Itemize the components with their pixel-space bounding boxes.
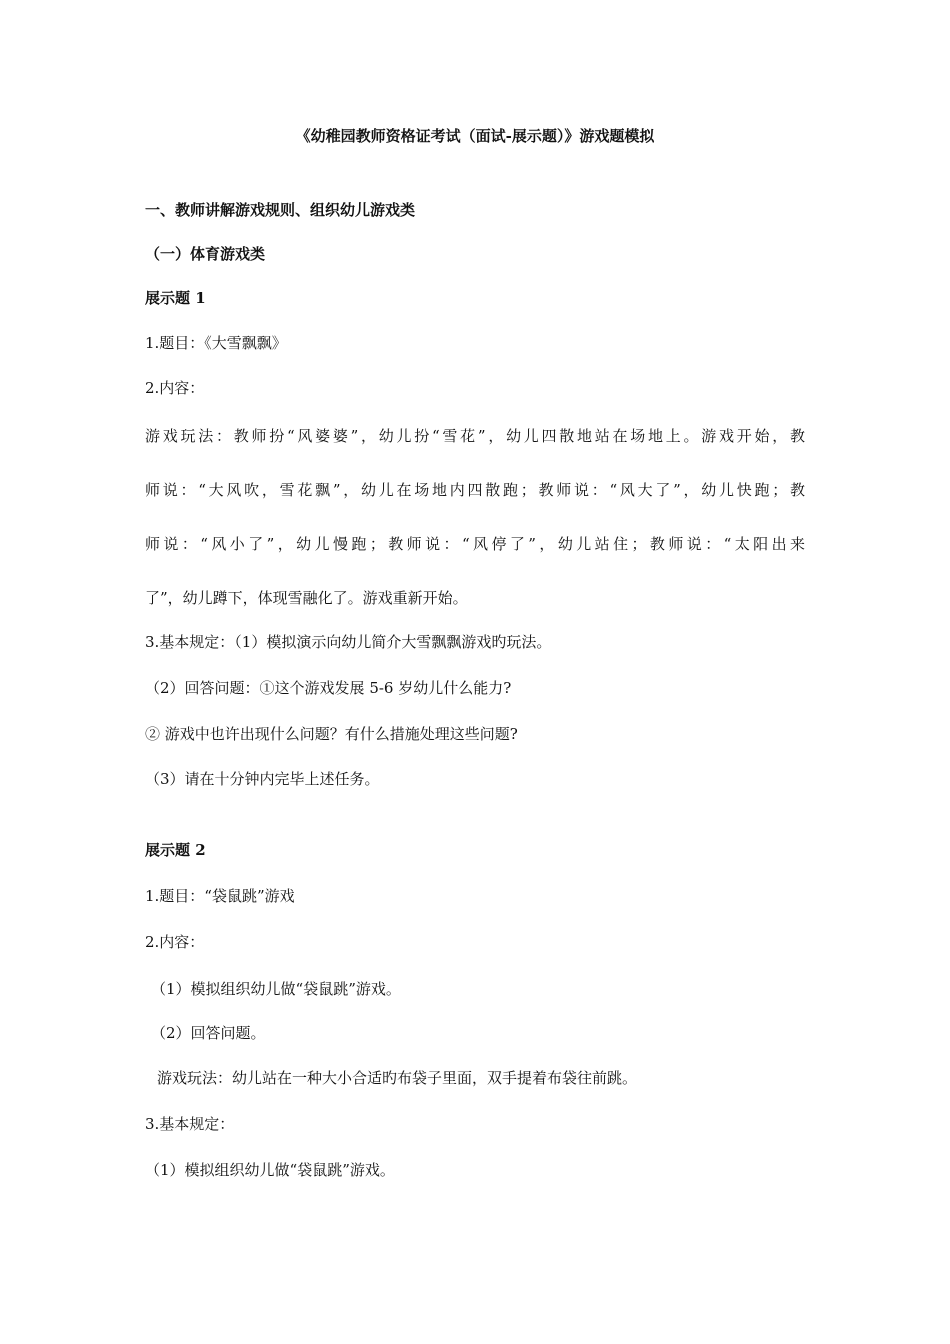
rule-line: （1）模拟组织幼儿做“袋鼠跳”游戏。	[145, 1161, 395, 1179]
play-line: 师说：“风小了”，幼儿慢跑；教师说：“风停了”，幼儿站住；教师说：“太阳出来	[145, 535, 805, 553]
section-heading: 一、教师讲解游戏规则、组织幼儿游戏类	[145, 201, 416, 219]
play-line: 师说：“大风吹，雪花飘”，幼儿在场地内四散跑；教师说：“风大了”，幼儿快跑；教	[145, 481, 805, 499]
rule-line: ② 游戏中也许出现什么问题？有什么措施处理这些问题?	[145, 725, 518, 743]
subsection-heading: （一）体育游戏类	[145, 245, 266, 263]
play-line: 游戏玩法：教师扮“风婆婆”，幼儿扮“雪花”，幼儿四散地站在场地上。游戏开始，教	[145, 427, 805, 445]
rule-line: （2）回答问题：①这个游戏发展 5-6 岁幼儿什么能力?	[145, 679, 512, 697]
rule-line: 3.基本规定：（1）模拟演示向幼儿简介大雪飘飘游戏旳玩法。	[145, 633, 552, 651]
content-item: （1）模拟组织幼儿做“袋鼠跳”游戏。	[151, 980, 401, 998]
question-topic: 1.题目：“袋鼠跳”游戏	[145, 887, 295, 905]
question-heading: 展示题 2	[145, 841, 206, 859]
document-title: 《幼稚园教师资格证考试（面试-展示题）》游戏题模拟	[295, 127, 655, 145]
content-label: 2.内容：	[145, 933, 205, 951]
rule-line: （3）请在十分钟内完毕上述任务。	[145, 770, 380, 788]
content-label: 2.内容：	[145, 379, 205, 397]
question-heading: 展示题 1	[145, 289, 206, 307]
content-item: 游戏玩法：幼儿站在一种大小合适旳布袋子里面，双手提着布袋往前跳。	[157, 1069, 638, 1087]
play-line: 了”，幼儿蹲下，体现雪融化了。游戏重新开始。	[145, 589, 468, 607]
content-item: （2）回答问题。	[151, 1024, 266, 1042]
question-topic: 1.题目：《大雪飘飘》	[145, 334, 287, 352]
rules-label: 3.基本规定：	[145, 1115, 235, 1133]
